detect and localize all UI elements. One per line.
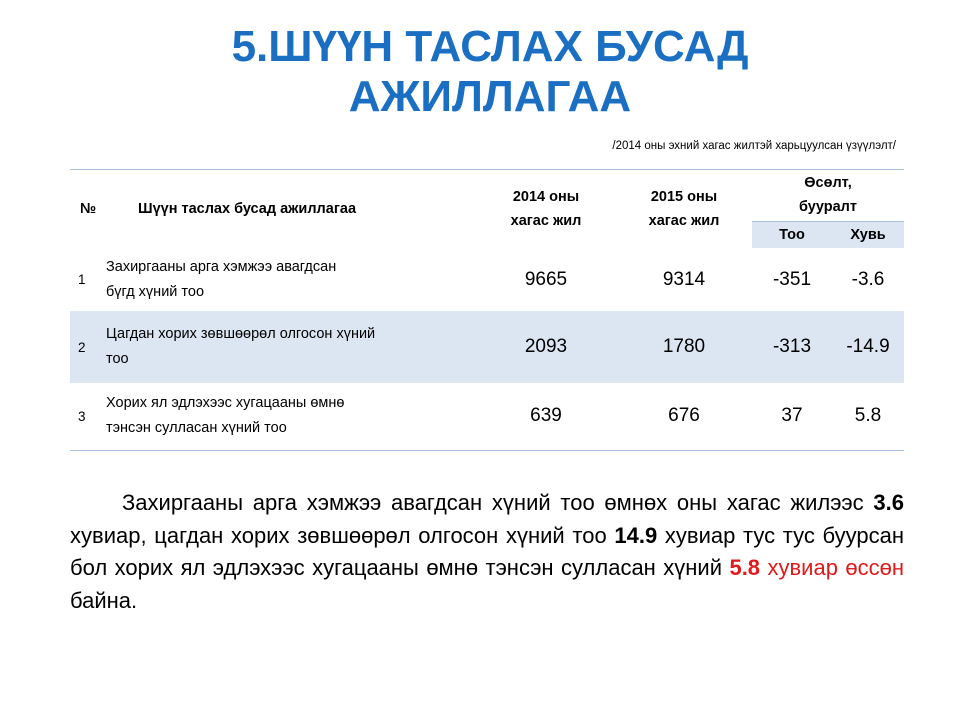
page-title-line1: 5.ШҮҮН ТАСЛАХ БУСАД [231, 22, 749, 71]
row-num: 1 [78, 272, 86, 287]
header-2014-line1: 2014 оны [512, 189, 580, 205]
row-count: 37 [752, 383, 832, 450]
header-2014 [476, 170, 616, 249]
row-2015: 676 [616, 383, 752, 450]
row-name-line1: Хорих ял эдлэхээс хугацааны өмнө [106, 395, 345, 412]
row-name [104, 248, 476, 311]
table-row [70, 248, 904, 311]
summary-text-1: Захиргааны арга хэмжээ авагдсан хүний тоо өмнөх оны хагас жилээс [122, 490, 874, 515]
row-num: 2 [70, 311, 104, 383]
row-name [104, 311, 476, 383]
row-percent: -3.6 [851, 268, 885, 290]
row-2014: 639 [476, 383, 616, 450]
row-2015: 1780 [616, 311, 752, 383]
summary-value-1: 3.6 [873, 490, 904, 515]
page-title-line2: АЖИЛЛАГАА [348, 72, 632, 121]
header-count: Тоо [752, 221, 832, 248]
row-percent: -14.9 [832, 311, 904, 383]
row-name-line2: тэнсэн сулласан хүний тоо [106, 420, 287, 437]
header-2015 [616, 170, 752, 249]
table-row [70, 311, 904, 383]
page-title [0, 22, 960, 122]
row-name [104, 383, 476, 450]
stats-table [70, 169, 904, 451]
table-header-row [70, 170, 904, 222]
header-growth-line1: Өсөлт, [804, 175, 852, 192]
row-2014: 2093 [476, 311, 616, 383]
table-row [70, 383, 904, 450]
table-subtitle: /2014 оны эхний хагас жилтэй харьцуулсан үзүүлэлт/ [612, 140, 896, 152]
summary-text-2: хувиар, цагдан хорих зөвшөөрөл олгосон хүний тоо [70, 522, 615, 548]
summary-text-5: байна. [70, 587, 138, 613]
row-count: -351 [772, 268, 812, 290]
header-num: № [70, 170, 104, 249]
summary-value-2: 14.9 [614, 522, 658, 548]
header-growth [752, 170, 904, 222]
header-name: Шүүн таслах бусад ажиллагаа [104, 170, 476, 249]
row-name-line1: Захиргааны арга хэмжээ авагдсан [106, 258, 337, 275]
row-percent: 5.8 [832, 383, 904, 450]
row-count: -313 [752, 311, 832, 383]
row-name-line2: тоо [106, 351, 129, 367]
row-name-line2: бүгд хүний тоо [106, 283, 205, 300]
row-name-line1: Цагдан хорих зөвшөөрөл олгосон хүний [106, 326, 376, 342]
summary-text-4: хувиар өссөн [760, 555, 904, 580]
row-num: 3 [70, 383, 104, 450]
row-2015: 9314 [662, 268, 706, 290]
summary-paragraph [70, 487, 904, 617]
header-2014-line2: хагас жил [510, 213, 582, 229]
header-2015-line2: хагас жил [648, 213, 720, 229]
summary-text-3: хувиар тус тус буурсан бол хорих ял эдлэхээс хугацааны өмнө тэнсэн сулласан хүний [70, 522, 904, 580]
header-percent: Хувь [832, 221, 904, 248]
summary-value-3: 5.8 [729, 555, 761, 580]
header-growth-line2: бууралт [799, 199, 857, 216]
header-2015-line1: 2015 оны [650, 189, 718, 205]
row-2014: 9665 [524, 268, 568, 290]
